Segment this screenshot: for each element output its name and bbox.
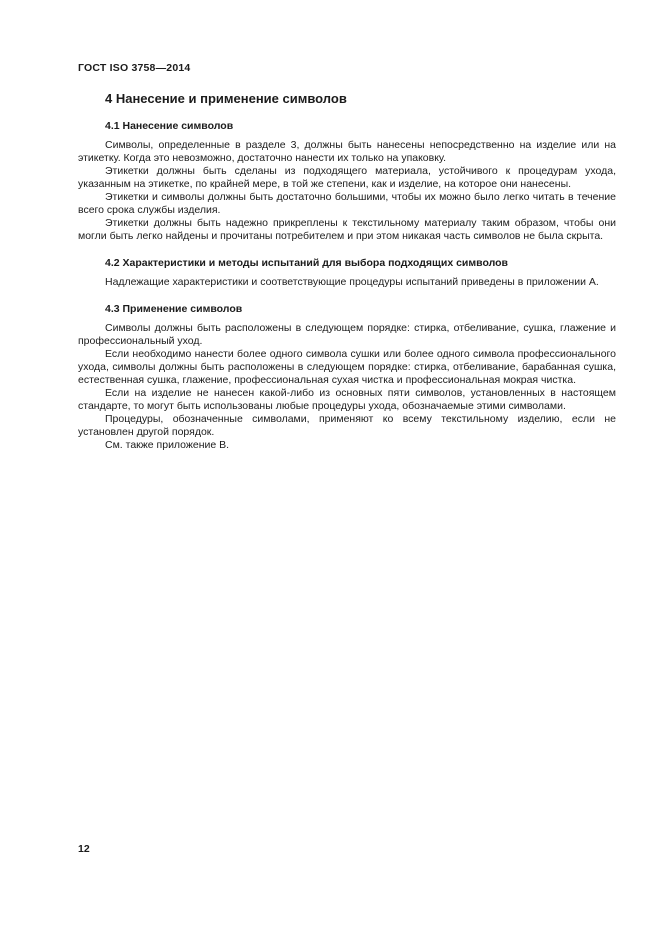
section-heading-4-3: 4.3 Применение символов — [105, 303, 243, 315]
paragraph: Если на изделие не нанесен какой-либо из основных пяти символов, установленных в настоящем стандарте, то могут быть использованы любые процедуры ухода, обозначаемые этими символами. — [78, 387, 616, 412]
paragraph: Процедуры, обозначенные символами, применяют ко всему текстильному изделию, если не установлен другой порядок. — [78, 413, 616, 438]
section-heading-4: 4 Нанесение и применение символов — [105, 91, 347, 106]
paragraph: Символы должны быть расположены в следующем порядке: стирка, отбеливание, сушка, глажение и профессиональный уход. — [78, 322, 616, 347]
paragraph: Этикетки и символы должны быть достаточно большими, чтобы их можно было легко читать в течение всего срока службы изделия. — [78, 191, 616, 216]
page-number: 12 — [78, 843, 90, 855]
paragraph: См. также приложение В. — [105, 439, 230, 451]
paragraph: Надлежащие характеристики и соответствующие процедуры испытаний приведены в приложении А. — [105, 276, 599, 288]
section-heading-4-2: 4.2 Характеристики и методы испытаний для выбора подходящих символов — [105, 257, 509, 269]
page-content — [78, 62, 616, 452]
paragraph: Этикетки должны быть надежно прикреплены к текстильному материалу таким образом, чтобы они могли быть легко найдены и прочитаны потребителем и при этом никакая часть символов не была скрыта. — [78, 217, 616, 242]
section-heading-4-1: 4.1 Нанесение символов — [105, 120, 234, 132]
paragraph: Этикетки должны быть сделаны из подходящего материала, устойчивого к процедурам ухода, указанным на этикетке, по крайней мере, в той же степени, как и изделие, на которое они нанесены. — [78, 165, 616, 190]
running-header: ГОСТ ISO 3758—2014 — [78, 62, 191, 74]
paragraph: Символы, определенные в разделе 3, должны быть нанесены непосредственно на изделие или на этикетку. Когда это невозможно, достаточно нанести их только на упаковку. — [78, 139, 616, 164]
paragraph: Если необходимо нанести более одного символа сушки или более одного символа профессионального ухода, символы должны быть расположены в следующем порядке: стирка, отбеливание, барабанная сушка, естественная сушка, глажение, профессиональная сухая чистка и профессиональная мокрая чистка. — [78, 348, 616, 386]
